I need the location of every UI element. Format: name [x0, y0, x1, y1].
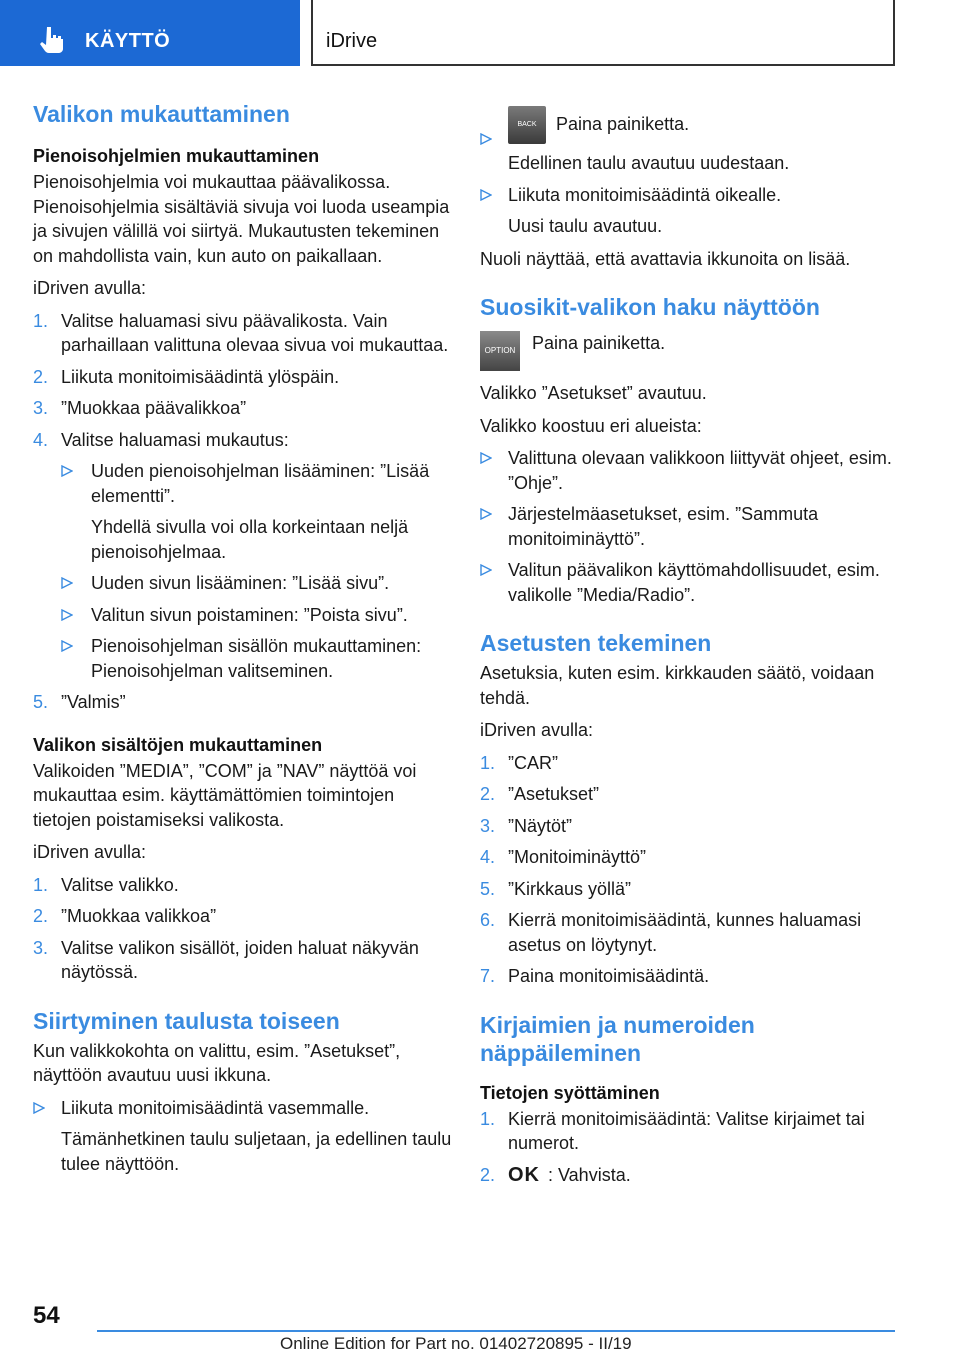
back-list: [480, 106, 900, 239]
list-item: Liikuta monitoimisäädintä oikealle. Uusi taulu avautuu.: [480, 183, 900, 239]
steps-list-input: [480, 1107, 900, 1188]
option-row: [480, 331, 900, 371]
subheading-widgets: Pienoisohjelmien mukauttaminen: [33, 146, 320, 166]
triangle-bullet-icon: [61, 577, 73, 589]
list-item: Uuden sivun lisääminen: ”Lisää sivu”.: [61, 571, 453, 596]
list-item: 2. Liikuta monitoimisäädintä ylöspäin.: [33, 366, 340, 387]
paragraph-settings: Asetuksia, kuten esim. kirkkauden säätö, voidaan tehdä.: [480, 663, 875, 708]
chapter-title: iDrive: [326, 30, 378, 52]
list-item: 3. ”Näytöt”: [480, 815, 573, 836]
via-label: iDriven avulla:: [33, 842, 147, 862]
list-item: 1. Kierrä monitoimisäädintä: Valitse kirjaimet tai numerot.: [480, 1108, 865, 1153]
edition-text: Online Edition for Part no. 01402720895 - II/19: [280, 1334, 632, 1353]
triangle-bullet-icon: [480, 133, 492, 145]
heading-move: Siirtyminen taulusta toiseen: [33, 1007, 340, 1034]
paragraph-opt1: Valikko ”Asetukset” avautuu.: [480, 383, 707, 403]
list-item: 4. Valitse haluamasi mukautus: Uuden pienoisohjelman lisääminen: ”Lisää elementti”. Yhdellä sivulla voi olla korkeintaan neljä pienoisohjelmaa. Uuden sivun lisääminen: ”Lisää sivu”. Valitun sivun poistaminen: ”Poista sivu”. Pienoisohjelman sisällön mukauttaminen: Pienoisohjelman valitseminen.: [33, 428, 453, 684]
list-item: 1. ”CAR”: [480, 752, 558, 773]
triangle-bullet-icon: [61, 640, 73, 652]
triangle-bullet-icon: [480, 452, 492, 464]
paragraph-move: Kun valikkokohta on valittu, esim. ”Asetukset”, näyttöön avautuu uusi ikkuna.: [33, 1040, 401, 1085]
list-item: 5. ”Valmis”: [33, 692, 126, 712]
option-button-icon: OPTION: [480, 331, 520, 371]
back-button-icon: BACK: [508, 106, 546, 144]
ok-icon: OK: [508, 1163, 540, 1186]
heading-letters: Kirjaimien ja numeroiden näppäileminen: [480, 1011, 755, 1066]
paragraph-content: Valikoiden ”MEDIA”, ”COM” ja ”NAV” näyttöä voi mukauttaa esim. käyttämättömien toimintojen tietojen poistamiseksi valikosta.: [33, 760, 417, 830]
move-list: [33, 1096, 453, 1177]
list-item: Liikuta monitoimisäädintä vasemmalle. Tämänhetkinen taulu suljetaan, ja edellinen taulu tulee näyttöön.: [33, 1096, 453, 1177]
triangle-bullet-icon: [480, 189, 492, 201]
paragraph-widgets: Pienoisohjelmia voi mukauttaa päävalikossa. Pienoisohjelmia sisältäviä sivuja voi luoda useampia ja sivujen välillä voi siirtyä. Mukautusten tekeminen on mahdollista vain, kun auto on paikallaan.: [33, 172, 450, 266]
chapter-box: [311, 0, 895, 66]
list-item: Pienoisohjelman sisällön mukauttaminen: Pienoisohjelman valitseminen.: [61, 634, 453, 683]
steps-list-widgets: [33, 309, 453, 715]
paragraph-opt2: Valikko koostuu eri alueista:: [480, 415, 702, 436]
option-areas-list: [480, 446, 900, 607]
right-column: [480, 100, 900, 1195]
triangle-bullet-icon: [33, 1102, 45, 1114]
page-header: [0, 0, 960, 66]
sub-list: [61, 459, 453, 683]
page-number: 54: [33, 1302, 60, 1329]
list-item: 2. OK : Vahvista.: [480, 1163, 631, 1186]
list-item: Järjestelmäasetukset, esim. ”Sammuta monitoiminäyttö”.: [480, 502, 900, 551]
list-item: Valitun päävalikon käyttömahdollisuudet, esim. valikolle ”Media/Radio”.: [480, 558, 900, 607]
triangle-bullet-icon: [61, 465, 73, 477]
list-item: 1. Valitse haluamasi sivu päävalikosta. Vain parhaillaan valittuna olevaa sivua voi mukauttaa.: [33, 310, 449, 355]
list-item: 6. Kierrä monitoimisäädintä, kunnes haluamasi asetus on löytynyt.: [480, 910, 862, 955]
heading-customize: Valikon mukauttaminen: [33, 101, 290, 127]
list-item: 3. Valitse valikon sisällöt, joiden haluat näkyvän näytössä.: [33, 937, 419, 982]
option-text: Paina painiketta.: [532, 333, 666, 353]
left-column: [33, 100, 453, 1184]
list-item: 3. ”Muokkaa päävalikkoa”: [33, 398, 247, 418]
subheading-input: Tietojen syöttäminen: [480, 1082, 660, 1103]
list-item: 2. ”Muokkaa valikkoa”: [33, 906, 217, 926]
triangle-bullet-icon: [480, 564, 492, 576]
steps-list-settings: [480, 751, 900, 989]
list-item: Valitun sivun poistaminen: ”Poista sivu”.: [61, 603, 453, 628]
list-item: 2. ”Asetukset”: [480, 784, 600, 804]
list-item: Valittuna olevaan valikkoon liittyvät ohjeet, esim. ”Ohje”.: [480, 446, 900, 495]
list-item: Uuden pienoisohjelman lisääminen: ”Lisää elementti”. Yhdellä sivulla voi olla korkeintaan neljä pienoisohjelmaa.: [61, 459, 453, 564]
triangle-bullet-icon: [61, 609, 73, 621]
list-item: 5. ”Kirkkaus yöllä”: [480, 878, 632, 899]
heading-settings: Asetusten tekeminen: [480, 630, 712, 656]
list-item: 1. Valitse valikko.: [33, 874, 179, 895]
footer-divider: [97, 1330, 895, 1332]
steps-list-content: [33, 873, 453, 985]
list-item: BACK Paina painiketta. Edellinen taulu avautuu uudestaan.: [480, 106, 900, 176]
list-item: 7. Paina monitoimisäädintä.: [480, 966, 710, 986]
list-item: 4. ”Monitoiminäyttö”: [480, 847, 647, 867]
via-label: iDriven avulla:: [33, 278, 147, 298]
section-label: KÄYTTÖ: [85, 30, 171, 52]
hand-pointer-icon: [38, 24, 68, 54]
subheading-content: Valikon sisältöjen mukauttaminen: [33, 734, 323, 755]
section-tab: [0, 0, 300, 66]
heading-options: Suosikit-valikon haku näyttöön: [480, 294, 820, 320]
via-label: iDriven avulla:: [480, 720, 594, 740]
triangle-bullet-icon: [480, 508, 492, 520]
paragraph-arrow: Nuoli näyttää, että avattavia ikkunoita on lisää.: [480, 248, 851, 269]
